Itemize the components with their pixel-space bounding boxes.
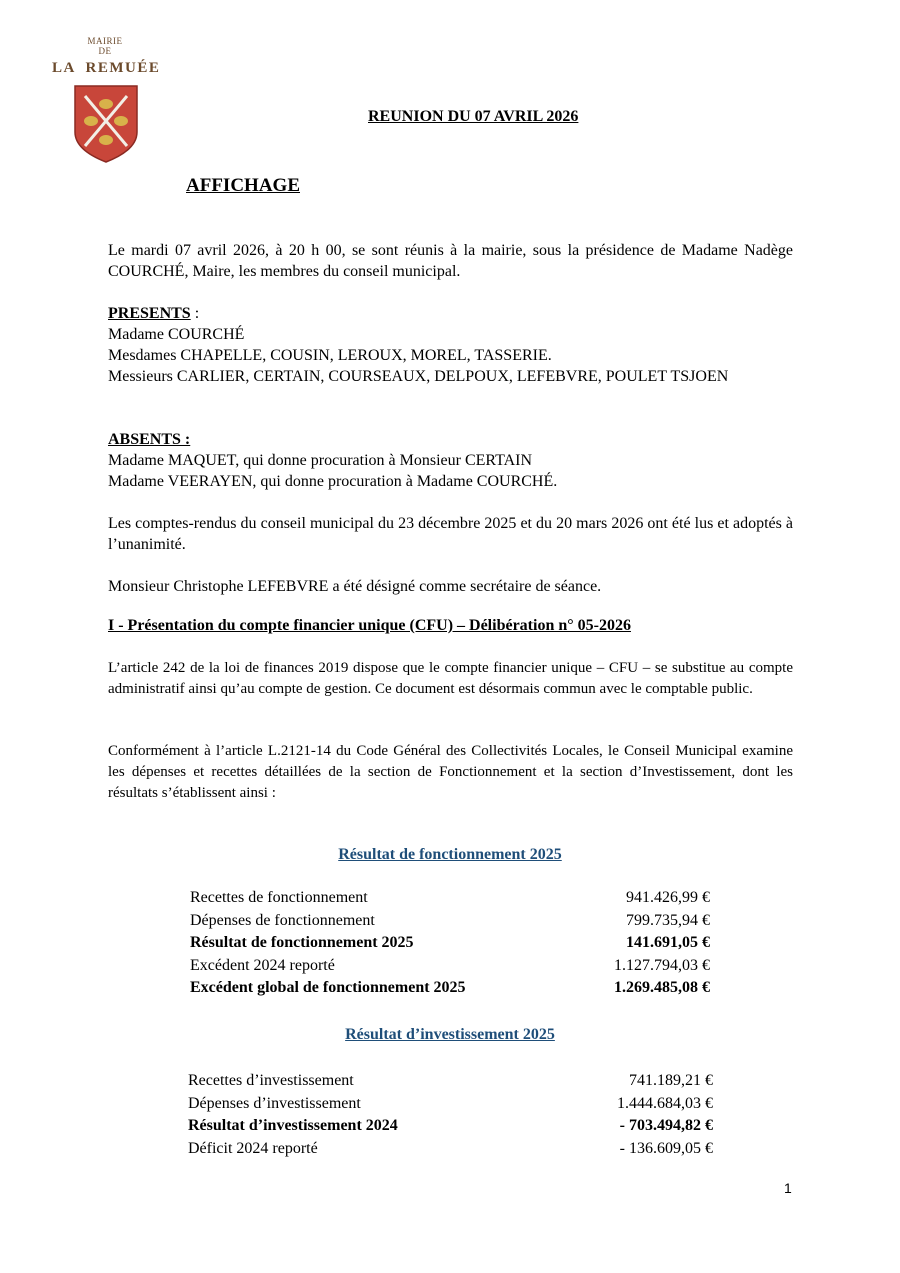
row-value: 1.269.485,08 € [614,979,710,996]
logo-de-word: DE [98,46,112,56]
investissement-table-title [0,1026,900,1044]
affichage-heading: AFFICHAGE [186,175,300,196]
row-value: 799.735,94 € [626,911,710,929]
row-label: Excédent global de fonctionnement 2025 [190,979,466,996]
logo-mairie-word: MAIRIE [87,36,123,46]
table-row [190,955,710,977]
table-row [188,1138,713,1160]
table-row [190,887,710,909]
row-label: Dépenses d’investissement [188,1094,361,1112]
row-label: Résultat d’investissement 2024 [188,1117,398,1134]
fonctionnement-table-title [0,846,900,864]
fonctionnement-title-text: Résultat de fonctionnement 2025 [338,846,562,863]
logo-town-name: LA REMUÉE [52,60,161,76]
row-label: Recettes d’investissement [188,1072,354,1089]
presents-heading-line [108,303,793,324]
row-label: Dépenses de fonctionnement [190,911,375,929]
coat-of-arms-icon [73,84,139,169]
table-row [190,910,710,932]
row-value: 1.127.794,03 € [614,956,710,974]
absents-block [108,429,793,492]
presents-line: Messieurs CARLIER, CERTAIN, COURSEAUX, DELPOUX, LEFEBVRE, POULET TSJOEN [108,368,729,385]
presents-block [108,303,793,387]
section-1-paragraph-2: Conformément à l’article L.2121-14 du Code Général des Collectivités Locales, le Conseil Municipal examine les dépenses et recettes détaillées de la section de Fonctionnement et la section d’Investissement, dont les résultats s’établissent ainsi : [108,743,793,801]
meeting-title: REUNION DU 07 AVRIL 2026 [368,108,579,125]
table-row [188,1115,713,1137]
presents-line: Madame COURCHÉ [108,326,245,343]
row-value: 1.444.684,03 € [617,1094,713,1112]
row-label: Recettes de fonctionnement [190,889,368,906]
section-1-title: I - Présentation du compte financier unique (CFU) – Délibération n° 05-2026 [108,617,631,634]
table-row [190,977,710,999]
absents-heading: ABSENTS : [108,431,191,448]
row-value: - 703.494,82 € [619,1117,713,1134]
table-row [190,932,710,954]
absents-line: Madame MAQUET, qui donne procuration à Monsieur CERTAIN [108,452,533,469]
table-row [188,1093,713,1115]
investissement-title-text: Résultat d’investissement 2025 [345,1026,555,1043]
page-number: 1 [784,1180,792,1196]
section-1-paragraph-1: L’article 242 de la loi de finances 2019 dispose que le compte financier unique – CFU – se substitue au compte administratif ainsi qu’au compte de gestion. Ce document est désormais commun avec le comptable public. [108,660,793,697]
logo-mairie-label [80,36,130,56]
row-label: Excédent 2024 reporté [190,956,335,974]
row-value: - 136.609,05 € [619,1139,713,1157]
presents-line: Mesdames CHAPELLE, COUSIN, LEROUX, MOREL, TASSERIE. [108,347,552,364]
row-label: Déficit 2024 reporté [188,1139,318,1157]
intro-paragraph: Le mardi 07 avril 2026, à 20 h 00, se sont réunis à la mairie, sous la présidence de Madame Nadège COURCHÉ, Maire, les membres du conseil municipal. [108,242,793,280]
comptes-rendus-paragraph: Les comptes-rendus du conseil municipal du 23 décembre 2025 et du 20 mars 2026 ont été lus et adoptés à l’unanimité. [108,515,793,553]
row-label: Résultat de fonctionnement 2025 [190,934,414,951]
row-value: 741.189,21 € [629,1072,713,1089]
table-row [188,1070,713,1092]
row-value: 141.691,05 € [626,934,710,951]
row-value: 941.426,99 € [626,889,710,906]
absents-line: Madame VEERAYEN, qui donne procuration à Madame COURCHÉ. [108,473,558,490]
presents-heading: PRESENTS [108,305,191,322]
presents-colon: : [190,305,200,322]
secretaire-paragraph: Monsieur Christophe LEFEBVRE a été désigné comme secrétaire de séance. [108,578,602,595]
